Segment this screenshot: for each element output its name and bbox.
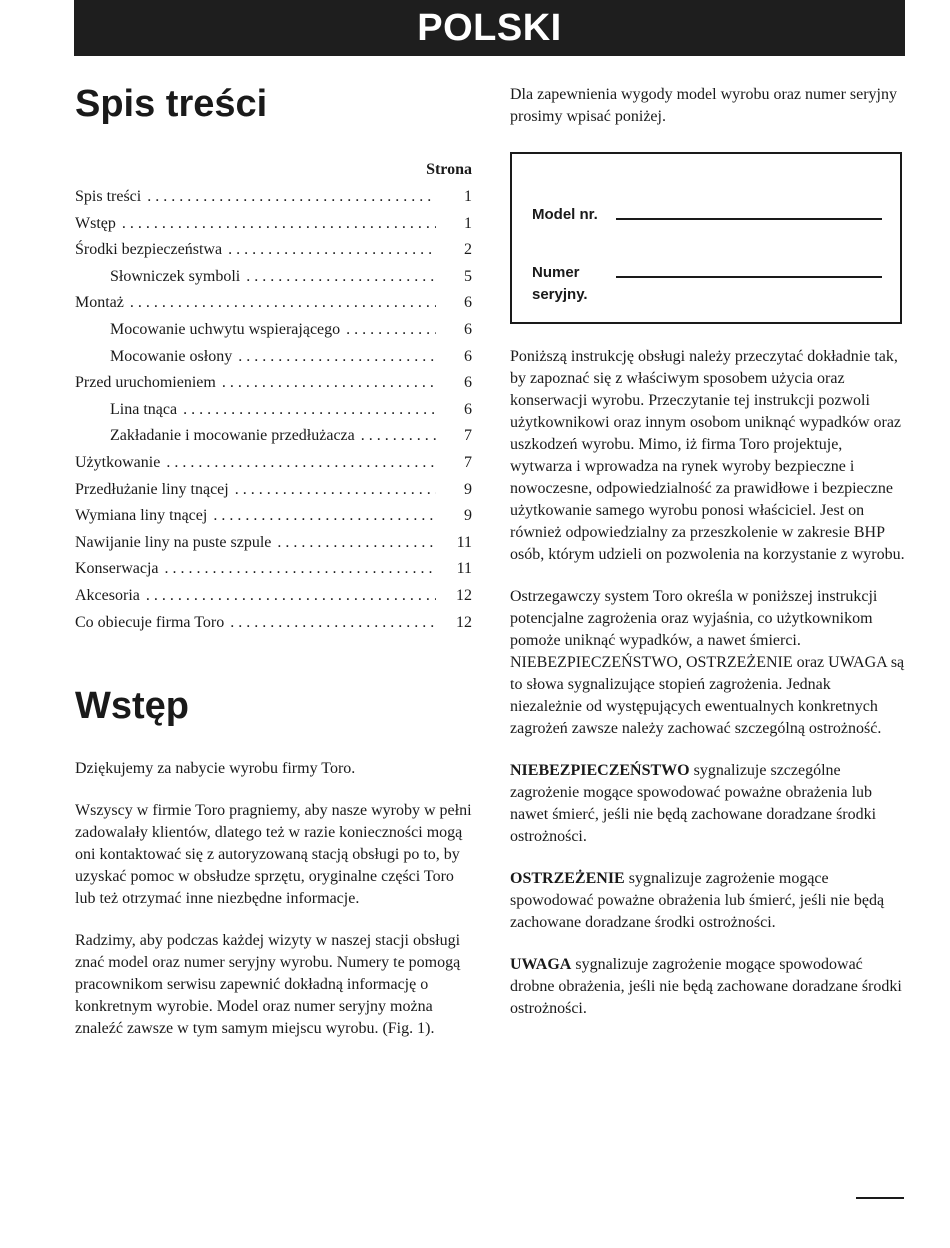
toc-entry[interactable] <box>75 184 472 211</box>
toc-entry-page: 11 <box>456 533 472 551</box>
danger-paragraph <box>510 760 906 848</box>
toc-entry[interactable] <box>75 477 472 504</box>
toc-entry-page: 6 <box>464 320 472 338</box>
danger-text: sygnalizuje szczególne zagrożenie mogące spowodować poważne obrażenia lub nawet śmierć, jeśli nie będą zachowane doradzane środki ostrożności. <box>510 762 877 845</box>
toc-entry-label: Przed uruchomieniem <box>75 374 216 392</box>
toc-entry-label: Lina tnąca <box>110 400 178 418</box>
toc-entry-label: Mocowanie osłony <box>110 347 233 365</box>
toc-entry-page: 7 <box>464 427 472 445</box>
table-of-contents <box>75 184 472 636</box>
serial-intro-text: Dla zapewnienia wygody model wyrobu oraz numer seryjny prosimy wpisać poniżej. <box>510 86 897 125</box>
toc-entry-label: Wstęp <box>75 214 116 232</box>
toc-subentry[interactable] <box>75 397 472 424</box>
toc-entry[interactable] <box>75 237 472 264</box>
intro-paragraph: Radzimy, aby podczas każdej wizyty w naszej stacji obsługi znać model oraz numer seryjny wyrobu. Numery te pomogą pracownikom serwisu zapewnić dokładną informację o konkretnym wyrobie. Model oraz numer seryjny można znaleźć zawsze w tym samym miejscu wyrobu. (Fig. 1). <box>75 932 461 1038</box>
toc-entry[interactable] <box>75 290 472 317</box>
toc-title: Spis treści <box>75 83 268 125</box>
serial-number-box <box>510 152 902 324</box>
toc-entry[interactable] <box>75 370 472 397</box>
toc-subentry[interactable] <box>75 344 472 371</box>
warning-paragraph <box>510 868 906 934</box>
toc-entry[interactable] <box>75 530 472 557</box>
toc-entry-label: Mocowanie uchwytu wspierającego <box>110 320 341 338</box>
serial-label-line1: Numer <box>532 264 580 281</box>
language-title: POLSKI <box>417 6 562 49</box>
toc-entry-page: 9 <box>464 507 472 525</box>
toc-entry[interactable] <box>75 503 472 530</box>
toc-entry-page: 7 <box>464 453 472 471</box>
toc-entry[interactable] <box>75 610 472 637</box>
toc-entry-page: 6 <box>464 374 472 392</box>
toc-entry-label: Nawijanie liny na puste szpule <box>75 533 272 551</box>
toc-entry-label: Słowniczek symboli <box>110 267 241 285</box>
model-write-line[interactable] <box>616 218 882 220</box>
toc-subentry[interactable] <box>75 317 472 344</box>
toc-entry-label: Co obiecuje firma Toro <box>75 613 225 631</box>
toc-entry-label: Montaż <box>75 294 124 312</box>
toc-entry-label: Wymiana liny tnącej <box>75 507 208 525</box>
toc-entry-label: Akcesoria <box>75 586 140 604</box>
toc-subentry[interactable] <box>75 264 472 291</box>
toc-entry-page: 12 <box>456 586 472 604</box>
caution-text: sygnalizuje zagrożenie mogące spowodować drobne obrażenia, jeśli nie będą zachowane doradzane środki ostrożności. <box>510 956 902 1017</box>
page-number-rule <box>856 1197 904 1199</box>
toc-page-header: Strona <box>426 161 472 178</box>
toc-entry[interactable] <box>75 450 472 477</box>
toc-entry-page: 1 <box>464 188 472 205</box>
left-column <box>75 78 472 1040</box>
danger-term: NIEBEZPIECZEŃSTWO <box>510 762 690 779</box>
toc-entry-page: 1 <box>464 214 472 232</box>
toc-entry-label: Środki bezpieczeństwa <box>75 241 223 259</box>
toc-entry-page: 6 <box>464 400 472 418</box>
language-banner <box>74 0 905 56</box>
caution-term: UWAGA <box>510 956 572 973</box>
toc-entry-label: Przedłużanie liny tnącej <box>75 480 229 498</box>
model-label: Model nr. <box>532 206 598 223</box>
intro-title: Wstęp <box>75 685 189 728</box>
toc-entry-page: 6 <box>464 347 472 365</box>
toc-entry-page: 9 <box>464 480 472 498</box>
toc-entry-page: 11 <box>456 560 472 578</box>
serial-label-line2: seryjny. <box>532 286 588 303</box>
safety-system-paragraph: Ostrzegawczy system Toro określa w poniższej instrukcji potencjalne zagrożenia oraz wyjaśnia, co użytkownikom pomoże uniknąć wypadków, a nawet śmierci. NIEBEZPIECZEŃSTWO, OSTRZEŻENIE oraz UWAGA są to słowa sygnalizujące stopień zagrożenia. Jednak niezależnie od występujących ewentualnych konkretnych zagrożeń zawsze należy zachować szczególną ostrożność. <box>510 588 905 737</box>
toc-entry-page: 2 <box>464 241 472 259</box>
toc-entry[interactable] <box>75 556 472 583</box>
warning-term: OSTRZEŻENIE <box>510 870 625 887</box>
toc-entry[interactable] <box>75 583 472 610</box>
serial-write-line[interactable] <box>616 276 882 278</box>
toc-entry-page: 12 <box>456 613 472 631</box>
toc-entry-label: Użytkowanie <box>75 453 161 471</box>
toc-entry-page: 6 <box>464 294 472 312</box>
toc-entry-label: Konserwacja <box>75 560 159 578</box>
toc-subentry[interactable] <box>75 423 472 450</box>
warning-text: sygnalizuje zagrożenie mogące spowodować poważne obrażenia lub śmierć, jeśli nie będą zachowane doradzane środki ostrożności. <box>510 870 885 931</box>
intro-paragraph: Wszyscy w firmie Toro pragniemy, aby nasze wyroby w pełni zadowalały klientów, dlatego też w razie konieczności mogą oni kontaktować się z autoryzowaną stacją obsługi po to, by uzyskać pomoc w obsłudze sprzętu, oryginalne części Toro lub też otrzymać inne niezbędne informacje. <box>75 802 472 908</box>
toc-entry-label: Spis treści <box>75 188 142 205</box>
right-column <box>510 84 906 1020</box>
toc-entry-label: Zakładanie i mocowanie przedłużacza <box>110 427 355 445</box>
read-manual-paragraph: Poniższą instrukcję obsługi należy przeczytać dokładnie tak, by zapoznać się z właściwym sposobem użycia oraz konserwacji wyrobu. Przeczytanie tej instrukcji pozwoli użytkownikowi oraz innym osobom uniknąć wypadków oraz uszkodzeń wyrobu. Mimo, iż firma Toro projektuje, wytwarza i wprowadza na rynek wyroby bezpieczne i nowoczesne, odpowiedzialność za prawidłowe i bezpieczne użytkowanie samego wyrobu ponosi właściciel. Jest on również odpowiedzialny za przeszkolenie w zakresie BHP osób, którym udzieli on pozwolenia na korzystanie z wyrobu. <box>510 348 905 563</box>
caution-paragraph <box>510 954 906 1020</box>
intro-paragraph: Dziękujemy za nabycie wyrobu firmy Toro. <box>75 760 356 778</box>
toc-entry[interactable] <box>75 211 472 238</box>
toc-entry-page: 5 <box>464 267 472 285</box>
